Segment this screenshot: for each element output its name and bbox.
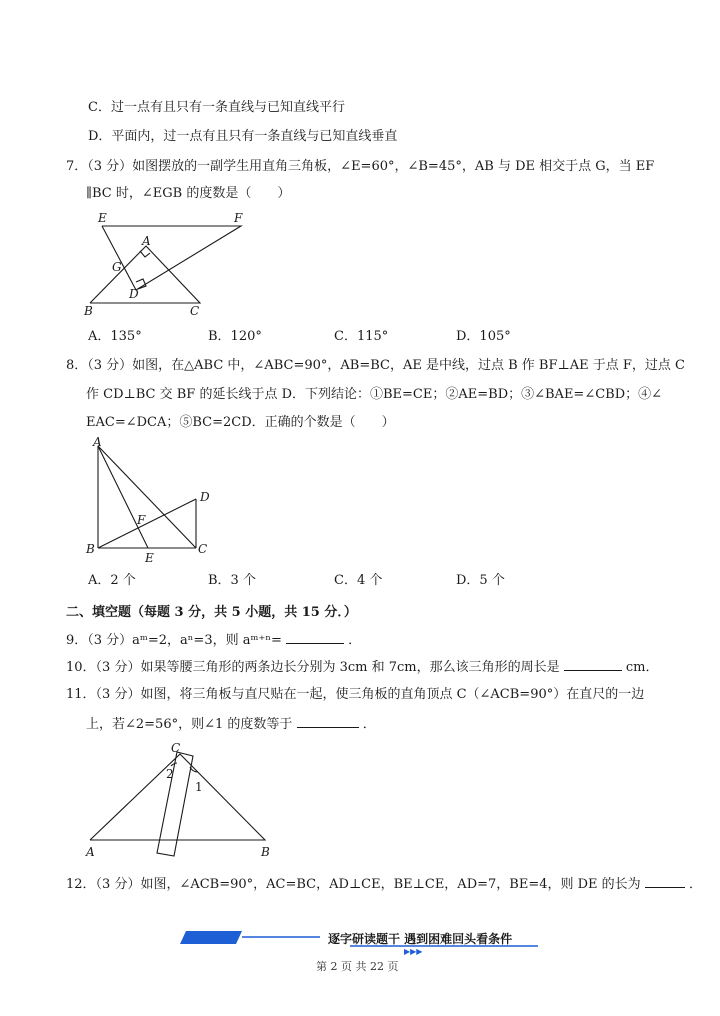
q7-label-e: E [98,211,107,225]
q8-choice-c[interactable]: C．4 个 [334,573,383,588]
page-number: 第 2 页 共 22 页 [316,960,399,973]
q7-label-d: D [129,287,139,301]
q8-label-e: E [145,551,154,565]
q8-segment-ae [98,446,148,548]
q7-choice-a[interactable]: A．135° [88,329,142,344]
option-d-text: D．平面内，过一点有且只有一条直线与已知直线垂直 [88,129,398,144]
q12-text: 12．（3 分）如图，∠ACB=90°，AC=BC，AD⊥CE，BE⊥CE，AD=7，BE=4，则 DE 的长为 [66,877,641,892]
footer-arrows-icon: ▶▶▶ [404,947,423,956]
q8-segment-bd [98,499,196,548]
q8-stem-line2: 作 CD⊥BC 交 BF 的延长线于点 D．下列结论：①BE=CE；②AE=BD；③∠BAE=∠CBD；④∠ [86,387,663,402]
footer-slogan: 逐字研读题干 遇到困难回头看条件 [328,932,513,946]
q7-label-a: A [142,234,151,248]
q11-label-1: 1 [195,780,203,794]
q7-choice-d[interactable]: D．105° [456,329,511,344]
q11-stem-line1: 11．（3 分）如图，将三角板与直尺贴在一起，使三角板的直角顶点 C（∠ACB=90°）在直尺的一边 [66,687,645,702]
q8-label-a: A [93,435,102,449]
q11-triangle [90,754,265,840]
q8-figure [84,436,224,566]
q7-label-f: F [234,211,243,225]
q11-answer-blank[interactable] [297,714,359,728]
q8-choice-d[interactable]: D．5 个 [456,573,505,588]
q8-label-b: B [86,542,95,556]
q11-stem-line2 [86,714,376,734]
q12-stem [66,874,702,894]
q8-segment-ac [98,446,196,548]
q10-text: 10．（3 分）如果等腰三角形的两条边长分别为 3cm 和 7cm，那么该三角形的周长是 [66,660,560,675]
q7-figure [80,208,260,320]
footer-banner-block [180,931,242,944]
q11-end: ． [362,717,376,732]
q7-label-b: B [84,304,93,318]
q12-end: ． [688,877,702,892]
q8-stem-line1: 8．（3 分）如图，在△ABC 中，∠ABC=90°，AB=BC，AE 是中线，过点 B 作 BF⊥AE 于点 F，过点 C [66,358,685,373]
q11-label-c: C [171,741,181,755]
q7-choice-c[interactable]: C．115° [334,329,389,344]
q7-label-c: C [190,304,200,318]
q10-stem [66,657,659,677]
q11-text: 上，若∠2=56°，则∠1 的度数等于 [86,717,293,732]
q8-label-c: C [198,542,208,556]
q7-stem-line1: 7．（3 分）如图摆放的一副学生用直角三角板，∠E=60°，∠B=45°，AB 与 DE 相交于点 G，当 EF [66,159,655,174]
q9-end: ． [348,633,362,648]
q8-label-f: F [137,513,146,527]
q11-label-2: 2 [166,767,174,781]
q8-choice-a[interactable]: A．2 个 [88,573,136,588]
q8-stem-line3: EAC=∠DCA；⑤BC=2CD．正确的个数是（ ） [86,415,395,430]
q11-label-b: B [261,845,270,859]
q10-unit: cm． [625,660,659,675]
q11-label-a: A [86,845,95,859]
q9-text: 9．（3 分）aᵐ=2，aⁿ=3，则 aᵐ⁺ⁿ= [66,633,282,648]
section-fill-in-title: 二、填空题（每题 3 分，共 5 小题，共 15 分．） [66,605,357,620]
q8-choice-b[interactable]: B．3 个 [208,573,256,588]
q7-right-angle-a [140,251,150,257]
q7-stem-line2: ∥BC 时，∠EGB 的度数是（ ） [86,186,291,201]
q8-label-d: D [200,490,210,504]
q9-answer-blank[interactable] [286,630,344,644]
q10-answer-blank[interactable] [564,657,622,671]
q7-triangle-efd [102,226,241,290]
q7-label-g: G [112,260,122,274]
q12-answer-blank[interactable] [645,874,685,888]
q11-figure [80,736,280,864]
q9-stem [66,630,361,650]
option-c-text: C．过一点有且只有一条直线与已知直线平行 [88,100,345,115]
q7-triangle-abc [90,246,200,303]
q7-choice-b[interactable]: B．120° [208,329,262,344]
